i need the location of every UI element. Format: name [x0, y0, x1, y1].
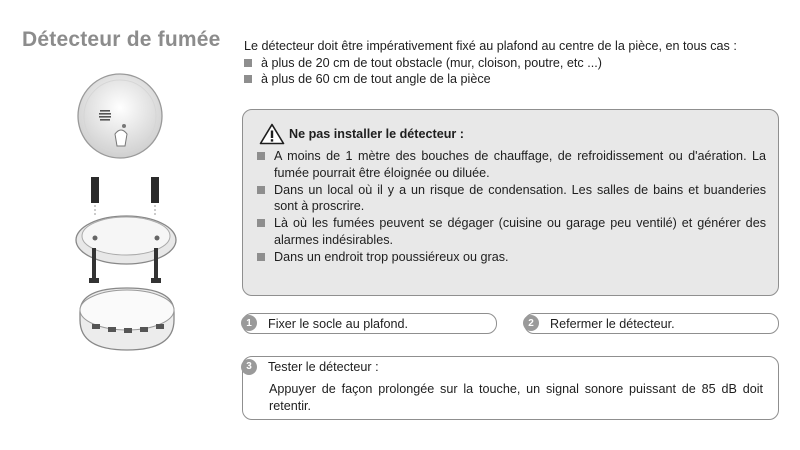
step-number-badge: 3 [241, 359, 257, 375]
step-description: Appuyer de façon prolongée sur la touche, un signal sonore puissant de 85 dB doit retentir. [269, 382, 763, 413]
intro-item: à plus de 60 cm de tout angle de la pièce [244, 71, 784, 88]
bullet-square-icon [257, 186, 265, 194]
bullet-square-icon [244, 59, 252, 67]
page-title: Détecteur de fumée [22, 28, 221, 51]
step-2 [524, 313, 779, 334]
warning-triangle-icon [259, 123, 285, 145]
warning-item: A moins de 1 mètre des bouches de chauffage, de refroidissement ou d'aération. La fumée pourrait être éloignée ou diluée. [257, 148, 766, 182]
intro-section [244, 38, 784, 88]
warning-heading: Ne pas installer le détecteur : [259, 123, 766, 145]
step-3 [242, 356, 779, 420]
intro-text: Le détecteur doit être impérativement fixé au plafond au centre de la pièce, en tous cas : [244, 39, 737, 53]
step-number-badge: 1 [241, 315, 257, 331]
warning-item: Dans un endroit trop poussiéreux ou gras. [257, 249, 766, 266]
step-label: Tester le détecteur : [268, 360, 379, 374]
smoke-detector-illustration [62, 62, 202, 362]
step-number-badge: 2 [523, 315, 539, 331]
step-label: Refermer le détecteur. [550, 316, 675, 331]
step-1 [242, 313, 497, 334]
bullet-square-icon [257, 219, 265, 227]
intro-item: à plus de 20 cm de tout obstacle (mur, cloison, poutre, etc ...) [244, 55, 784, 72]
bullet-square-icon [244, 75, 252, 83]
warning-item: Là où les fumées peuvent se dégager (cuisine ou garage peu ventilé) et générer des alarmes indésirables. [257, 215, 766, 249]
warning-item: Dans un local où il y a un risque de condensation. Les salles de bains et buanderies sont à proscrire. [257, 182, 766, 216]
bullet-square-icon [257, 152, 265, 160]
step-label: Fixer le socle au plafond. [268, 316, 409, 331]
bullet-square-icon [257, 253, 265, 261]
warning-box [242, 109, 779, 296]
